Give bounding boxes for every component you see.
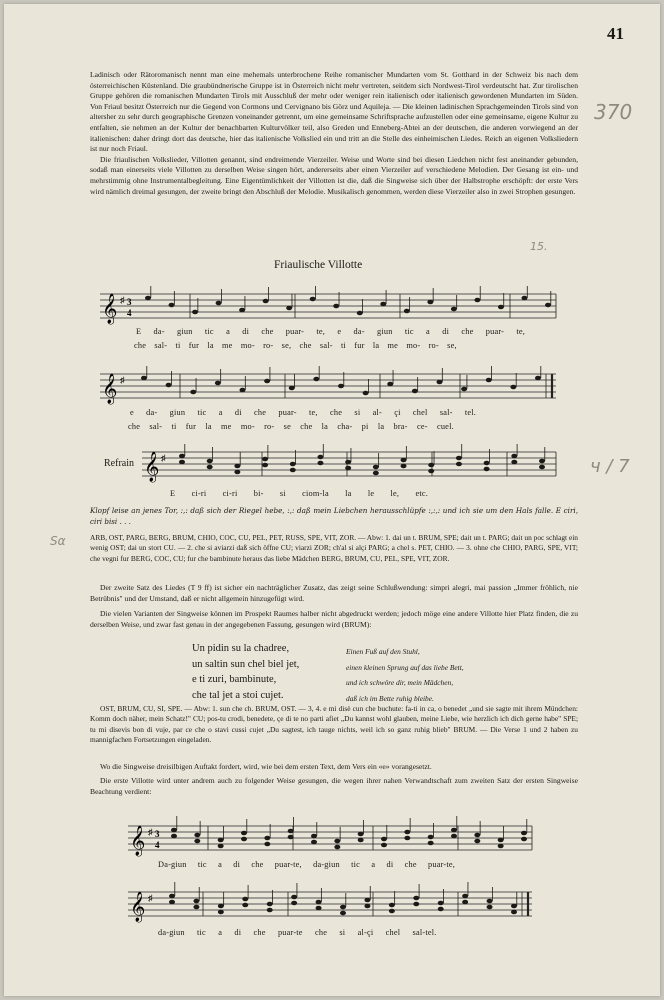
- note-head: [317, 461, 323, 466]
- note-head: [179, 454, 185, 459]
- note-head: [169, 900, 175, 905]
- note-head: [218, 838, 224, 843]
- note-head: [437, 380, 443, 385]
- villotte-translation: Einen Fuß auf den Stuhl, einen kleinen Sprung auf das liebe Bett, und ich schwöre dir, mein Mädchen, daß ich im Bette ruhig bleibe.: [346, 647, 464, 703]
- note-head: [380, 302, 386, 307]
- note-head: [474, 298, 480, 303]
- variants-ost-text: OST, BRUM, CU, SI, SPE. — Abw: 1. sun che ch. BRUM, OST. — 3, 4. e mi disè cun che buchute: fa-ti in ca, o benedet „und sie sagte mit ihrem Mündchen: Komm doch näher, mein Schatz!" CU; pos-tu crodi, benedete, çe di te no parti afiet „Du kannst wohl glauben, meine Liebe, wie herzlich ich dich gerne habe" SPE; tu mi disevis bon di vuje, par ce che o stavi cussi cujet „Du sagtest, ich tauge nichts, weil ich so ganz ruhig blieb" BRUM. — Die Verse 1 und 2 haben zu mannigfachen Fortsetzungen eingeladen.: [90, 704, 578, 745]
- note-head: [340, 905, 346, 910]
- note-head: [193, 905, 199, 910]
- note-head: [215, 381, 221, 386]
- note-head: [338, 384, 344, 389]
- svg-text:𝄞: 𝄞: [102, 374, 118, 404]
- intro-text: [90, 70, 578, 197]
- note-head: [171, 834, 177, 839]
- intro-paragraph-2: Die friaulischen Volkslieder, Villotten genannt, sind endreimende Vierzeiler. Weise und Worte sind bei diesen Liedchen nicht fest aneinander gebunden, sodaß man einerseits viele Villotten zu derselben Weise singen hört, andererseits aber einen Vierzeiler auf verschiedene Melodien. Der Gesang ist ein- und mehrstimmig ohne Instrumentalbegleitung. Eine Eigentümlichkeit der Villotten ist die, daß die Singweise sich über der Halbstrophe erschöpft: der erste Vers wird nämlich dreimal gesungen, der zweite bringt den Abschluß der Melodie. Musikalisch genommen, werden diese Vierzeiler also in zwei Strophen gesungen.: [90, 154, 578, 196]
- note-head: [413, 902, 419, 907]
- note-head: [438, 907, 444, 912]
- note-head: [511, 460, 517, 465]
- auftakt-text: Wo die Singweise dreisilbigen Auftakt fordert, wird, wie bei dem ersten Text, dem Vers ein «e» vorangesetzt.: [100, 762, 432, 771]
- note-head: [286, 306, 292, 311]
- svg-text:4: 4: [155, 840, 160, 850]
- note-head: [364, 898, 370, 903]
- note-head: [451, 307, 457, 312]
- svg-text:𝄞: 𝄞: [102, 294, 118, 324]
- note-head: [218, 844, 224, 849]
- note-head: [511, 904, 517, 909]
- svg-text:3: 3: [155, 829, 160, 839]
- svg-text:♯: ♯: [120, 295, 125, 305]
- note-head: [428, 835, 434, 840]
- note-head: [194, 839, 200, 844]
- score-page: [4, 4, 660, 996]
- refrain-notes: [179, 444, 545, 475]
- note-head: [218, 910, 224, 915]
- note-head: [290, 462, 296, 467]
- note-head: [289, 386, 295, 391]
- note-head: [239, 308, 245, 313]
- note-head: [521, 296, 527, 301]
- note-head: [317, 455, 323, 460]
- note-head: [357, 311, 363, 316]
- note-head: [486, 378, 492, 383]
- note-head: [234, 470, 240, 475]
- music-staff-4: [128, 882, 538, 926]
- refrain-label: Refrain: [104, 458, 134, 469]
- svg-text:𝄞: 𝄞: [144, 452, 160, 482]
- note-head: [539, 465, 545, 470]
- note-head: [316, 906, 322, 911]
- note-head: [456, 462, 462, 467]
- note-head: [539, 459, 545, 464]
- note-head: [313, 377, 319, 382]
- note-head: [234, 464, 240, 469]
- note-head: [484, 467, 490, 472]
- first-villotte-text: Die erste Villotte wird unter andrem auch zu folgender Weise gesungen, die wegen ihrer nahen Verwandtschaft zum zweiten Satz der ersten Singweise Beachtung verdient:: [90, 776, 578, 796]
- note-head: [387, 382, 393, 387]
- note-head: [498, 838, 504, 843]
- staff-1-verse-1: E da- giun tic a di che puar- te, e da- giun tic a di che puar- te,: [136, 327, 526, 336]
- staff-1-notes: [145, 286, 551, 315]
- note-head: [193, 899, 199, 904]
- note-head: [451, 834, 457, 839]
- music-staff-3: [128, 816, 538, 858]
- note-head: [334, 839, 340, 844]
- note-head: [171, 828, 177, 833]
- music-staff-refrain: [142, 444, 562, 486]
- note-head: [474, 839, 480, 844]
- note-head: [498, 844, 504, 849]
- staff-1-verse-2: che sal- ti fur la me mo- ro- se, che sal- ti fur la me mo- ro- se,: [134, 341, 457, 350]
- note-head: [401, 464, 407, 469]
- note-head: [451, 828, 457, 833]
- note-head: [267, 908, 273, 913]
- note-head: [545, 303, 551, 308]
- note-head: [316, 900, 322, 905]
- note-head: [381, 837, 387, 842]
- note-head: [240, 388, 246, 393]
- refrain-translation: Klopf leise an jenes Tor, :,: daß sich der Riegel hebe, :,: daß mein Liebchen herausschlüpfe :,:,: und ich sie um den Hals falle. E ciri, ciri bisi . . .: [90, 506, 578, 526]
- note-head: [288, 829, 294, 834]
- note-head: [535, 376, 541, 381]
- note-head: [190, 390, 196, 395]
- note-head: [218, 904, 224, 909]
- pencil-note-top: 370: [594, 100, 633, 124]
- note-head: [310, 297, 316, 302]
- note-head: [166, 383, 172, 388]
- note-head: [241, 837, 247, 842]
- svg-text:3: 3: [127, 297, 132, 307]
- intro-paragraph-1: Ladinisch oder Rätoromanisch nennt man eine mehemals unterbrochene Reihe romanischer Mundarten vom St. Gotthard in der Schweiz bis nach dem österreichischen Küstenland. Die graubündnerische Gruppe ist in Österreich nicht mehr vertreten, seitdem sich Nordwest-Tirol verdeutscht hat. Zur tirolischen Gruppe gehören die romanischen Mundarten Tirols mit Ausschluß der mehr oder weniger rein italienisch oder italienisch gewordenen Mundarten im Süden. Von Friaul besitzt Österreich nur die Gegend von Cormons und Cervignano bis Görz und Aquileja. — Die kleinen ladinischen Sprachgemeinden Tirols sind von altersher zu sehr durch geographische Grenzen voneinander getrennt, um eine gemeinsame Schriftsprache aufzustellen oder eine gemeinsame, eigene Kultur zu entfalten, sie nehmen an der Kultur der benachbarten Kulturvölker teil, also Greden und Enneberg-Abtei an der deutschen, die anderen vorwiegend an der italienischen: daher dringt dort das deutsche, hier das italienische Volkslied ein und tritt an die Stelle des einheimischen Liedes. Reich an eigenen Volksliedern ist nur noch Friaul.: [90, 70, 578, 154]
- svg-text:𝄞: 𝄞: [130, 826, 146, 856]
- note-head: [521, 837, 527, 842]
- note-head: [428, 469, 434, 474]
- note-head: [358, 832, 364, 837]
- svg-text:♯: ♯: [148, 893, 153, 903]
- svg-text:♯: ♯: [161, 453, 166, 463]
- note-head: [438, 901, 444, 906]
- note-head: [242, 897, 248, 902]
- note-head: [487, 899, 493, 904]
- note-head: [427, 300, 433, 305]
- note-head: [404, 830, 410, 835]
- note-head: [207, 459, 213, 464]
- music-staff-2: [100, 366, 560, 406]
- refrain-lyrics: E ci-ri ci-ri bi- si ciom-la la le le, etc.: [170, 489, 428, 498]
- pencil-note-margin: ч / 7: [590, 456, 630, 477]
- note-head: [511, 454, 517, 459]
- note-head: [389, 909, 395, 914]
- note-head: [521, 831, 527, 836]
- note-head: [462, 900, 468, 905]
- second-part-text: Der zweite Satz des Liedes (T 9 ff) ist sicher ein nachträglicher Zusatz, das zeigt seine Schlußwendung: simpri alegri, mai passion „Immer fröhlich, nie Betrübnis" und der Umstand, daß er nicht allgemein hinzugefügt wird.: [90, 583, 578, 603]
- note-head: [264, 379, 270, 384]
- page-number: 41: [607, 24, 624, 43]
- note-head: [462, 894, 468, 899]
- note-head: [456, 456, 462, 461]
- staff-2-verse-1: e da- giun tic a di che puar- te, che si al- çi chel sal- tel.: [130, 408, 477, 417]
- note-head: [241, 831, 247, 836]
- note-head: [311, 840, 317, 845]
- note-head: [242, 903, 248, 908]
- note-head: [267, 902, 273, 907]
- note-head: [487, 905, 493, 910]
- svg-text:♯: ♯: [120, 375, 125, 385]
- pencil-note-mid: 15.: [530, 240, 548, 253]
- staff-2-verse-2: che sal- ti fur la me mo- ro- se che la cha- pi la bra- ce- cuel.: [128, 422, 454, 431]
- note-head: [358, 838, 364, 843]
- note-head: [169, 894, 175, 899]
- note-head: [262, 457, 268, 462]
- note-head: [179, 460, 185, 465]
- note-head: [510, 385, 516, 390]
- note-head: [340, 911, 346, 916]
- note-head: [412, 389, 418, 394]
- sources-text: ARB, OST, PARG, BERG, BRUM, CHIO, COC, CU, PEL, PET, RUSS, SPE, VIT, ZOR. — Abw: 1. dai un t. BRUM, SPE; dait un t. PARG; dait un poc schlagt ein wenig OST; dai un stort CU. — 2. che si aviarzi daß sich öffne CU; viarzi ZOR; ch'al si alçi PARG; a chel s. PET, CHIO. — 3. ohne che CHIO, PARG, SPE, VIT; che vegni fur BERG, COC, CU; fur che bambinute heraus das liebe Mädchen BERG, BRUM, CU, PEL, SPE, VIT, ZOR.: [90, 533, 578, 563]
- note-head: [413, 896, 419, 901]
- note-head: [389, 903, 395, 908]
- note-head: [428, 463, 434, 468]
- note-head: [207, 465, 213, 470]
- music-staff-1: [100, 286, 560, 326]
- staff-4-lyrics: da-giun tic a di che puar-te che si al-çi chel sal-tel.: [158, 928, 437, 937]
- note-head: [311, 834, 317, 839]
- note-head: [474, 833, 480, 838]
- note-head: [291, 901, 297, 906]
- note-head: [264, 836, 270, 841]
- note-head: [288, 835, 294, 840]
- note-head: [334, 845, 340, 850]
- note-head: [145, 296, 151, 301]
- note-head: [141, 376, 147, 381]
- note-head: [333, 304, 339, 309]
- note-head: [194, 833, 200, 838]
- note-head: [263, 299, 269, 304]
- note-head: [345, 466, 351, 471]
- note-head: [401, 458, 407, 463]
- note-head: [404, 309, 410, 314]
- svg-text:♯: ♯: [148, 827, 153, 837]
- note-head: [428, 841, 434, 846]
- note-head: [262, 463, 268, 468]
- note-head: [404, 836, 410, 841]
- note-head: [264, 842, 270, 847]
- note-head: [192, 310, 198, 315]
- svg-text:𝄞: 𝄞: [130, 892, 146, 922]
- staff-3-lyrics: Da-giun tic a di che puar-te, da-giun tic a di che puar-te,: [158, 860, 456, 869]
- staff-2-notes: [141, 366, 541, 395]
- note-head: [373, 471, 379, 476]
- note-head: [461, 387, 467, 392]
- note-head: [169, 303, 175, 308]
- note-head: [373, 465, 379, 470]
- note-head: [216, 301, 222, 306]
- variants-text: Die vielen Varianten der Singweise können im Prospekt Raumes halber nicht abgedruckt werden; jedoch möge eine andere Villotte hier Platz finden, die zu derselben Weise, und zwar fast genau in der angegebenen Fassung, gesungen wird (BRUM):: [90, 609, 578, 629]
- note-head: [511, 910, 517, 915]
- svg-text:4: 4: [127, 308, 132, 318]
- note-head: [290, 468, 296, 473]
- note-head: [345, 460, 351, 465]
- note-head: [363, 391, 369, 396]
- pencil-note-left: Ѕα: [50, 534, 66, 548]
- note-head: [498, 305, 504, 310]
- villotte-poem: Un pidin su la chadree, un saltin sun chel biel jet, e ti zuri, bambinute, che tal jet a stoi cujet.: [192, 643, 300, 701]
- note-head: [484, 461, 490, 466]
- note-head: [291, 895, 297, 900]
- note-head: [364, 904, 370, 909]
- note-head: [381, 843, 387, 848]
- song-title: Friaulische Villotte: [274, 259, 363, 271]
